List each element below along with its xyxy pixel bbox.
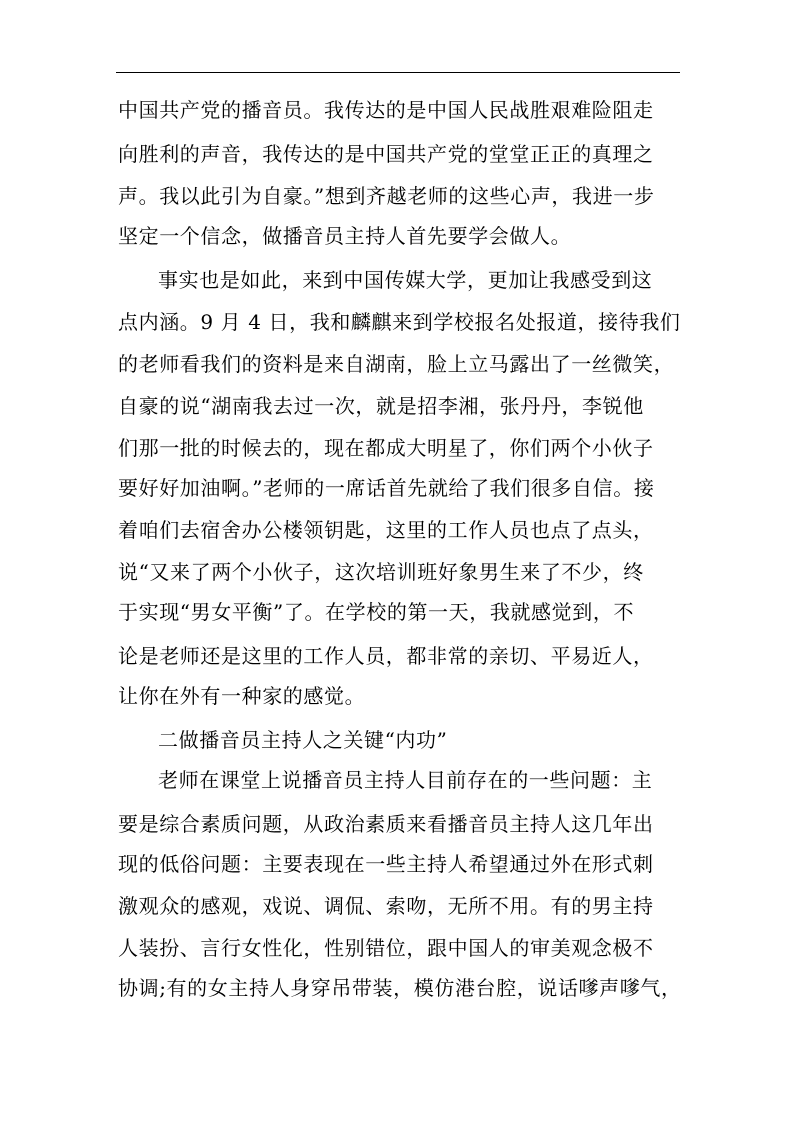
text-line-1: 中国共产党的播音员。我传达的是中国人民战胜艰难险阻走 — [118, 98, 654, 122]
paragraph-2-line-10: 论是老师还是这里的工作人员，都非常的亲切、平易近人， — [118, 644, 654, 668]
paragraph-3-line-4: 激观众的感观，戏说、调侃、索吻，无所不用。有的男主持 — [118, 894, 654, 918]
paragraph-3-line-3: 现的低俗问题：主要表现在一些主持人希望通过外在形式刺 — [118, 852, 654, 876]
header-rule — [116, 72, 680, 73]
paragraph-3-line-5: 人装扮、言行女性化，性别错位，跟中国人的审美观念极不 — [118, 936, 654, 960]
paragraph-2-line-4: 自豪的说“湖南我去过一次，就是招李湘，张丹丹，李锐他 — [118, 394, 644, 418]
paragraph-3-line-1: 老师在课堂上说播音员主持人目前存在的一些问题：主 — [158, 768, 653, 792]
paragraph-2-line-7: 着咱们去宿舍办公楼领钥匙，这里的工作人员也点了点头， — [118, 518, 654, 542]
section-heading: 二做播音员主持人之关键“内功” — [158, 728, 448, 752]
paragraph-2-line-9: 于实现“男女平衡”了。在学校的第一天，我就感觉到，不 — [118, 600, 635, 624]
paragraph-2-line-6: 要好好加油啊。”老师的一席话首先就给了我们很多自信。接 — [118, 476, 655, 500]
paragraph-2-line-11: 让你在外有一种家的感觉。 — [118, 684, 366, 708]
paragraph-2-line-2: 点内涵。9 月 4 日，我和麟麒来到学校报名处报道，接待我们 — [118, 310, 681, 334]
paragraph-3-line-6: 协调;有的女主持人身穿吊带装，模仿港台腔，说话嗲声嗲气， — [118, 976, 682, 1000]
paragraph-2-line-5: 们那一批的时候去的，现在都成大明星了，你们两个小伙子 — [118, 436, 654, 460]
text-line-3: 声。我以此引为自豪。”想到齐越老师的这些心声，我进一步 — [118, 184, 655, 208]
paragraph-3-line-2: 要是综合素质问题，从政治素质来看播音员主持人这几年出 — [118, 812, 654, 836]
text-line-4: 坚定一个信念，做播音员主持人首先要学会做人。 — [118, 224, 572, 248]
paragraph-2-line-1: 事实也是如此，来到中国传媒大学，更加让我感受到这 — [158, 268, 653, 292]
text-line-2: 向胜利的声音，我传达的是中国共产党的堂堂正正的真理之 — [118, 142, 654, 166]
paragraph-2-line-3: 的老师看我们的资料是来自湖南，脸上立马露出了一丝微笑， — [118, 352, 675, 376]
paragraph-2-line-8: 说“又来了两个小伙子，这次培训班好象男生来了不少，终 — [118, 560, 644, 584]
